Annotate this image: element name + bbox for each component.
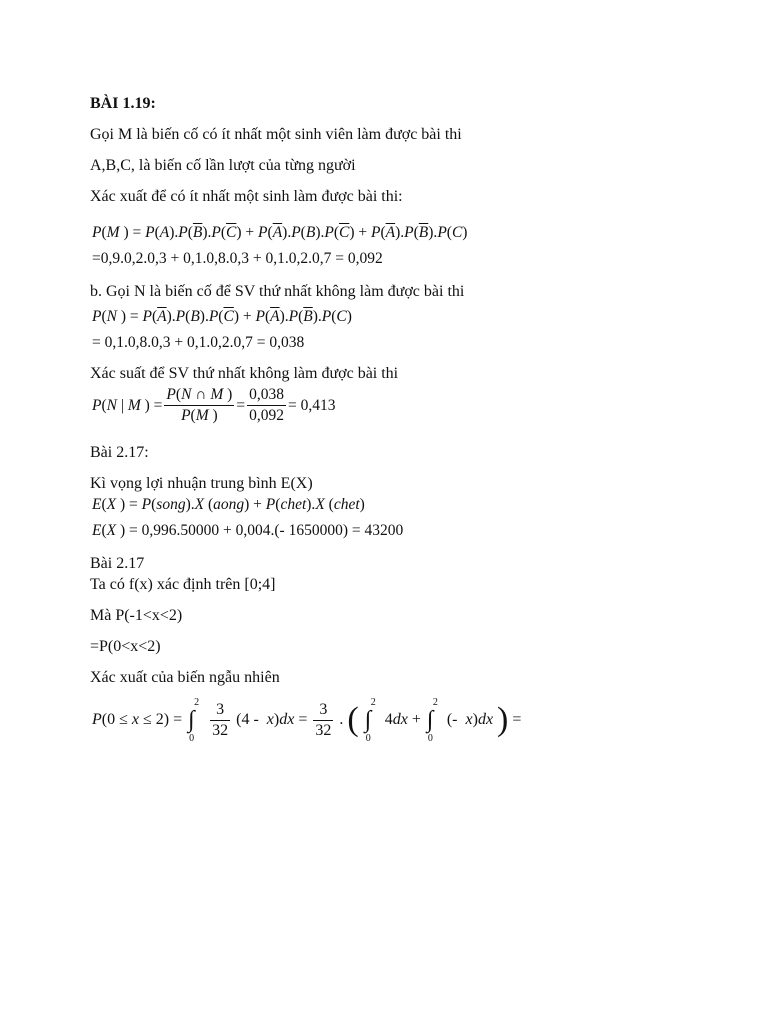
text-line: =P(0<x<2) bbox=[90, 638, 161, 655]
equation-integral: P(0 ≤ x ≤ 2) = ∫ 2 0 $\frac{3}{32}$ (4 - x)dx = $\frac{3}{32}$ . ( ∫ 2 0 4dx + ∫ 2 0 (- x)dx ) = bbox=[92, 697, 522, 744]
fraction: $\frac{3}{32}$ bbox=[212, 700, 229, 739]
text-line: Ta có f(x) xác định trên [0;4] bbox=[90, 576, 276, 593]
fraction: $\frac{P(N \cap M )}{P(M )}$ bbox=[166, 386, 233, 424]
equation-ex-result: E(X ) = 0,996.50000 + 0,004.(- 1650000) = 43200 bbox=[92, 522, 404, 539]
equation-conditional: P(N | M ) = $\frac{P(N \cap M )}{P(M )}$ = $\frac{0,038}{0,092}$ = 0,413 bbox=[92, 386, 336, 424]
equation-pm-result: =0,9.0,2.0,3 + 0,1.0,8.0,3 + 0,1.0,2.0,7 = 0,092 bbox=[92, 250, 383, 267]
text-line: Mà P(-1<x<2) bbox=[90, 607, 183, 624]
integral-sign: ∫ 2 0 bbox=[188, 697, 200, 744]
integral-sign: ∫ 2 0 bbox=[364, 697, 376, 744]
text-line: Gọi M là biến cố có ít nhất một sinh viên làm được bài thi bbox=[90, 126, 462, 143]
section-title-2-17: Bài 2.17: bbox=[90, 444, 149, 461]
text-line: b. Gọi N là biến cố để SV thứ nhất không làm được bài thi bbox=[90, 283, 465, 300]
equation-pn-result: = 0,1.0,8.0,3 + 0,1.0,2.0,7 = 0,038 bbox=[92, 334, 305, 351]
equation-pn: P(N ) = $P(\overline{A}).P(B).P(\overline{C}) + P(\overline{A}).P(\overline{B}).P(C)$ bbox=[92, 308, 352, 325]
text-line: A,B,C, là biến cố lần lượt của từng người bbox=[90, 157, 356, 174]
text-line: Kì vọng lợi nhuận trung bình E(X) bbox=[90, 475, 313, 492]
equation-pm: P(M ) = $P(A).P(\overline{B}).P(\overline{C}) + P(\overline{A}).P(B).P(\overline{C}) + P(\overline{A}).P(\overline{B}).P(C)$ bbox=[92, 224, 468, 241]
section-title-1-19: BÀI 1.19: bbox=[90, 95, 156, 112]
section-title-2-17b: Bài 2.17 bbox=[90, 555, 145, 572]
integral-sign: ∫ 2 0 bbox=[426, 697, 438, 744]
fraction: $\frac{3}{32}$ bbox=[315, 700, 332, 739]
text-line: Xác xuất để có ít nhất một sinh làm được bài thi: bbox=[90, 188, 403, 205]
text-line: Xác suất để SV thứ nhất không làm được bài thi bbox=[90, 365, 399, 382]
text-line: Xác xuất của biến ngẫu nhiên bbox=[90, 669, 280, 686]
equation-ex: E(X ) = P(song).X (aong) + P(chet).X (chet) bbox=[92, 496, 365, 513]
fraction: $\frac{0,038}{0,092}$ bbox=[249, 386, 284, 424]
